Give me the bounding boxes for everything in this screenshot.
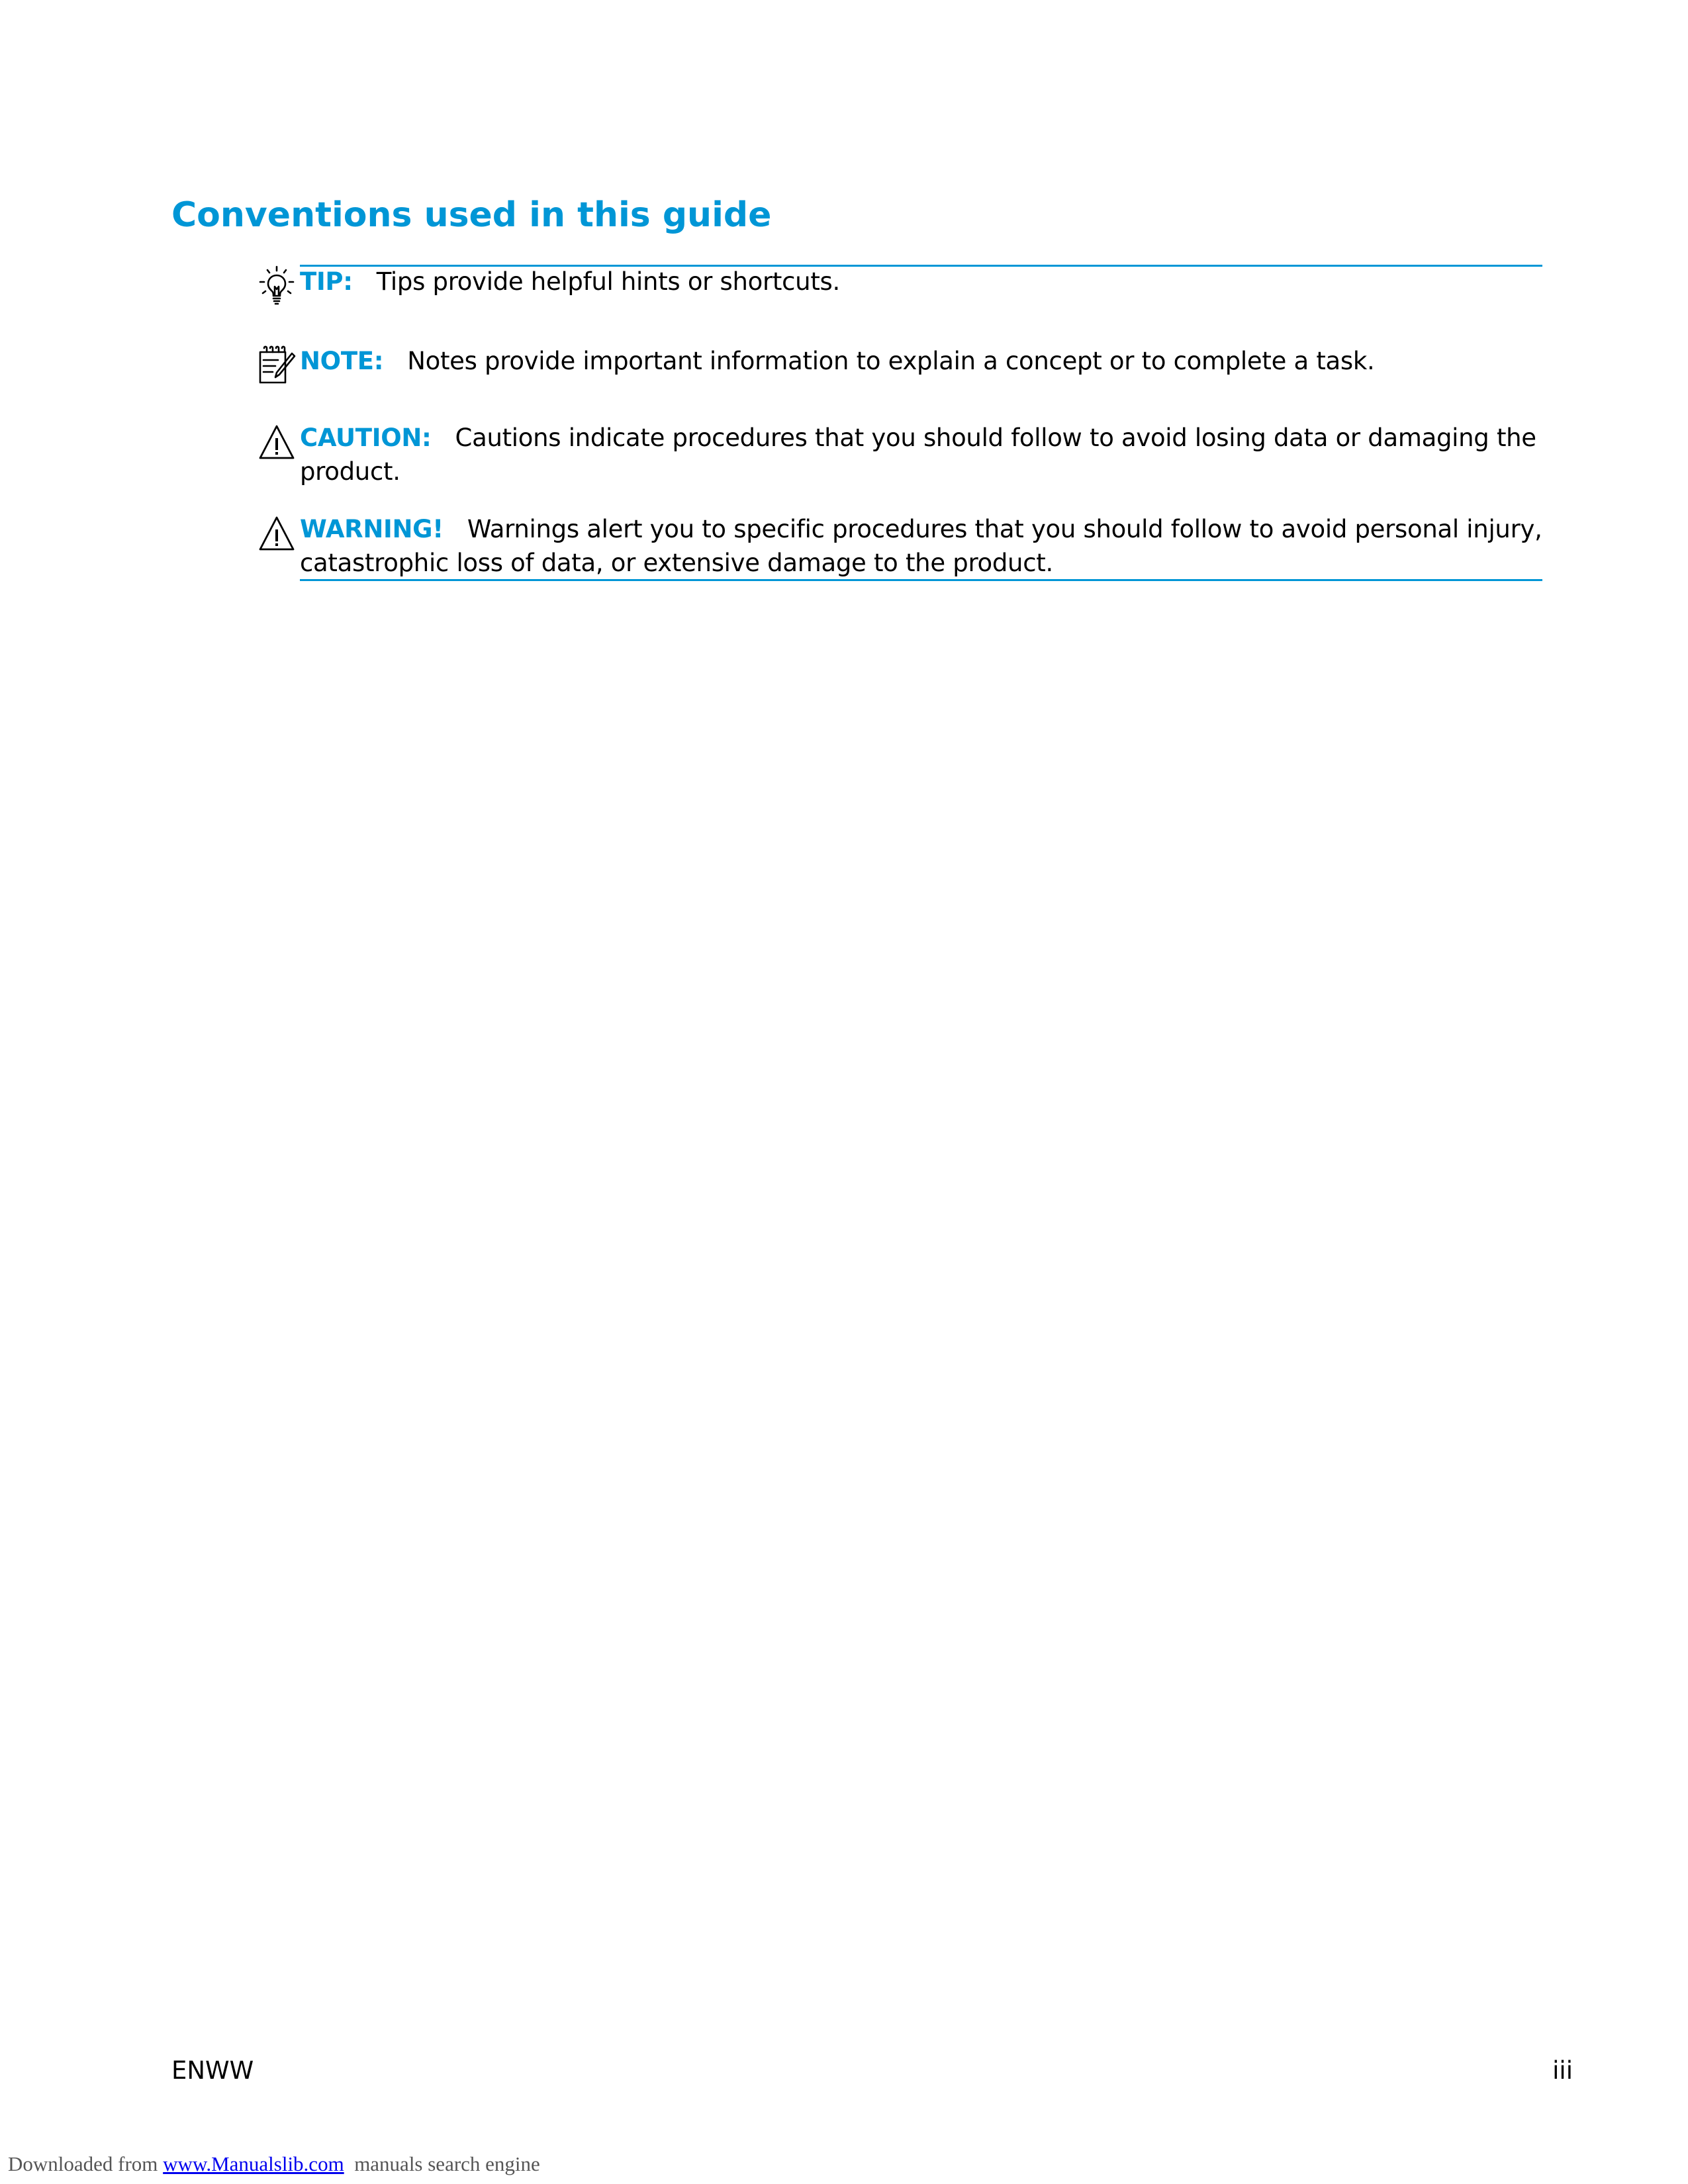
download-banner	[8, 2151, 540, 2177]
page-title: Conventions used in this guide	[171, 195, 772, 235]
warning-text: Warnings alert you to specific procedures that you should follow to avoid personal injury, catastrophic loss of data, or extensive damage to the product.	[300, 515, 1542, 577]
download-banner-suffix: manuals search engine	[344, 2152, 540, 2175]
warning-text-block	[300, 512, 1544, 580]
tip-text-block	[300, 265, 1544, 298]
warning-triangle-icon	[257, 421, 297, 463]
caution-text-block	[300, 421, 1544, 488]
manualslib-link[interactable]: www.Manualslib.com	[163, 2152, 344, 2175]
warning-label: WARNING!	[300, 515, 444, 543]
warning-triangle-icon	[257, 512, 297, 555]
page-number: iii	[1552, 2056, 1573, 2085]
lightbulb-icon	[257, 265, 297, 307]
note-label: NOTE:	[300, 347, 384, 375]
note-text: Notes provide important information to explain a concept or to complete a task.	[407, 347, 1375, 375]
tip-text: Tips provide helpful hints or shortcuts.	[376, 267, 840, 296]
note-text-block	[300, 344, 1544, 378]
caution-text: Cautions indicate procedures that you should follow to avoid losing data or damaging the product.	[300, 424, 1536, 486]
section-bottom-rule	[300, 579, 1542, 581]
download-banner-prefix: Downloaded from	[8, 2152, 164, 2175]
caution-label: CAUTION:	[300, 424, 432, 452]
tip-label: TIP:	[300, 267, 353, 296]
notepad-icon	[257, 344, 297, 387]
footer-locale: ENWW	[171, 2056, 254, 2085]
